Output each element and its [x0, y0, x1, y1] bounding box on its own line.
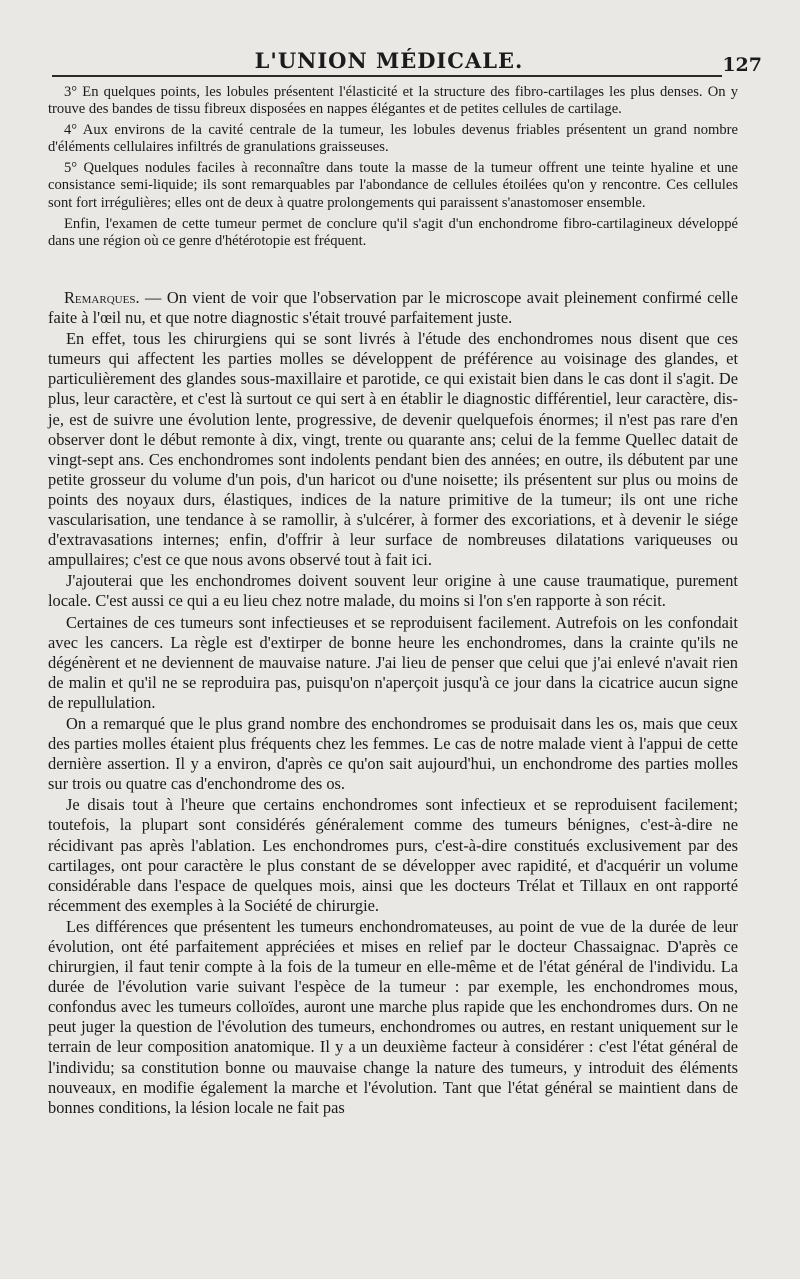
journal-title: L'UNION MÉDICALE.	[254, 48, 524, 73]
body-paragraph: Je disais tout à l'heure que certains enchondromes sont infectieux et se reproduisent facilement; toutefois, la plupart sont considérés généralement comme des tumeurs bénignes, c'est-à-dire ne récidivant pas après l'ablation. Les enchondromes purs, c'est-à-dire constitués exclusivement par des cartilages, ont pour caractère le plus constant de se développer avec rapidité, et d'acquérir un volume considérable dans l'espace de quelques mois, ainsi que les docteurs Trélat et Tillaux en ont rapporté récemment des exemples à la Société de chirurgie.	[48, 795, 738, 915]
running-head	[46, 44, 762, 76]
remarks-intro: — On vient de voir que l'observation par le microscope avait pleinement confirmé celle faite à l'œil nu, et que notre diagnostic s'était trouvé parfaitement juste.	[48, 288, 738, 328]
body-paragraph: Les différences que présentent les tumeurs enchondromateuses, au point de vue de la durée de leur évolution, ont été parfaitement appréciées et mises en relief par le docteur Chassaignac. D'après ce chirurgien, il faut tenir compte à la fois de la tumeur en elle-même et de l'état général de l'individu. La durée de l'évolution varie suivant l'espèce de la tumeur : par exemple, les enchondromes mous, confondus avec les tumeurs colloïdes, auront une marche plus rapide que les enchondromes durs. On ne peut juger la question de l'évolution des tumeurs, enchondromes ou autres, en restant uniquement sur le terrain de leur composition anatomique. Il y a un deuxième facteur à considérer : c'est l'état général de l'individu; sa constitution bonne ou mauvaise change la nature des tumeurs, y introduit des éléments nouveaux, en modifie également la marche et l'évolution. Tant que l'état général se maintient dans de bonnes conditions, la lésion locale ne fait pas	[48, 916, 738, 1117]
remarks-paragraph	[48, 288, 738, 328]
body-paragraph: J'ajouterai que les enchondromes doivent souvent leur origine à une cause traumatique, purement locale. C'est aussi ce qui a eu lieu chez notre malade, du moins si l'on s'en rapporte à son récit.	[48, 571, 738, 611]
page-number: 127	[722, 54, 762, 76]
finding-paragraph: Enfin, l'examen de cette tumeur permet de conclure qu'il s'agit d'un enchondrome fibro-cartilagineux développé dans une région où ce genre d'hétérotopie est fréquent.	[48, 215, 738, 249]
header-rule	[52, 75, 722, 77]
remarks-section	[48, 288, 738, 1119]
finding-paragraph: 4° Aux environs de la cavité centrale de la tumeur, les lobules devenus friables présentent un grand nombre d'éléments cellulaires infiltrés de granulations graisseuses.	[48, 122, 738, 156]
observation-findings	[48, 84, 738, 254]
finding-paragraph: 3° En quelques points, les lobules présentent l'élasticité et la structure des fibro-cartilages les plus denses. On y trouve des bandes de tissu fibreux disposées en nappes élégantes et de petites cellules de cartilage.	[48, 84, 738, 118]
body-paragraph: On a remarqué que le plus grand nombre des enchondromes se produisait dans les os, mais que ceux des parties molles étaient plus fréquents chez les femmes. Le cas de notre malade vient à l'appui de cette dernière assertion. Il y a environ, d'après ce qu'on sait aujourd'hui, un enchondrome des parties molles sur trois ou quatre cas d'enchondrome des os.	[48, 713, 738, 794]
finding-paragraph: 5° Quelques nodules faciles à reconnaître dans toute la masse de la tumeur offrent une teinte hyaline et une consistance semi-liquide; ils sont remarquables par l'abondance de cellules étoilées qu'on y rencontre. Ces cellules sont fort irrégulières; elles ont de deux à quatre prolongements qui paraissent s'anastomoser ensemble.	[48, 160, 738, 211]
remarks-label: Remarques.	[64, 288, 140, 307]
body-paragraph: En effet, tous les chirurgiens qui se sont livrés à l'étude des enchondromes nous disent que ces tumeurs qui affectent les parties molles se développent de préférence au voisinage des glandes, et particulièrement des glandes sous-maxillaire et parotide, ce qui existait bien dans le cas dont il s'agit. De plus, leur caractère, et c'est là surtout ce qui sert à en établir le diagnostic différentiel, leur caractère, dis-je, est de suivre une évolution lente, progressive, de devenir quelquefois énormes; il n'est pas rare d'en observer dont le début remonte à dix, vingt, trente ou quarante ans; celui de la femme Quellec datait de vingt-sept ans. Ces enchondromes sont indolents pendant bien des années; en outre, ils débutent par une petite grosseur du volume d'un pois, d'un haricot ou d'une noisette; ils présentent sur plus ou moins de points des noyaux durs, élastiques, indices de la nature primitive de la tumeur; ils ont une riche vascularisation, une tendance à se ramollir, à s'ulcérer, à former des excoriations, et à devenir le siége d'extravasations internes; enfin, d'offrir à leur surface de nombreuses dilatations variqueuses ou ampullaires; c'est ce que nous avons observé tout à fait ici.	[48, 329, 738, 570]
body-paragraph: Certaines de ces tumeurs sont infectieuses et se reproduisent facilement. Autrefois on les confondait avec les cancers. La règle est d'extirper de bonne heure les enchondromes, dans la crainte qu'ils ne dégénèrent et ne deviennent de mauvaise nature. J'ai lieu de penser que celui que j'ai enlevé n'avait rien de malin et qu'il ne se reproduira pas, puisqu'on n'aperçoit jusqu'à ce jour dans la cicatrice aucun signe de repullulation.	[48, 612, 738, 712]
